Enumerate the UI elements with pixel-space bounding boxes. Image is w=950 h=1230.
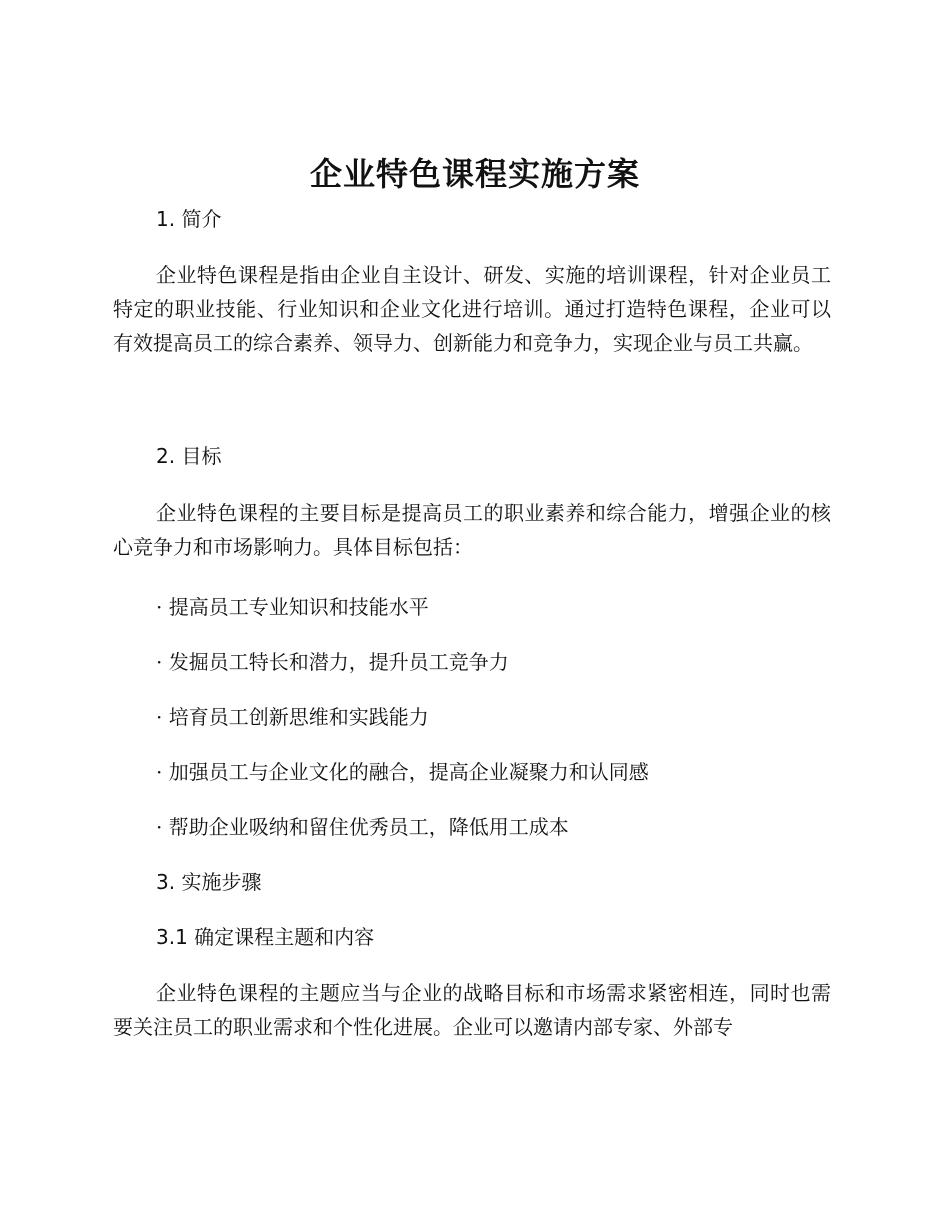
goal-bullet-item: · 发掘员工特长和潜力，提升员工竞争力 [156, 650, 509, 674]
paragraph-goal: 企业特色课程的主要目标是提高员工的职业素养和综合能力，增强企业的核心竞争力和市场影响力。具体目标包括： [113, 501, 831, 559]
paragraph-step1: 企业特色课程的主题应当与企业的战略目标和市场需求紧密相连，同时也需要关注员工的职业需求和个性化进展。企业可以邀请内部专家、外部专 [113, 981, 831, 1039]
goal-bullet-item: · 帮助企业吸纳和留住优秀员工，降低用工成本 [156, 815, 569, 839]
section-heading-intro: 1. 简介 [156, 207, 222, 231]
document-title: 企业特色课程实施方案 [309, 155, 640, 193]
subsection-heading-step1: 3.1 确定课程主题和内容 [156, 925, 375, 949]
goal-bullet-item: · 培育员工创新思维和实践能力 [156, 705, 429, 729]
goal-bullet-item: · 加强员工与企业文化的融合，提高企业凝聚力和认同感 [156, 760, 649, 784]
section-heading-steps: 3. 实施步骤 [156, 870, 262, 894]
goal-bullet-item: · 提高员工专业知识和技能水平 [156, 595, 429, 619]
section-heading-goal: 2. 目标 [156, 444, 222, 468]
paragraph-intro: 企业特色课程是指由企业自主设计、研发、实施的培训课程，针对企业员工特定的职业技能、行业知识和企业文化进行培训。通过打造特色课程，企业可以有效提高员工的综合素养、领导力、创新能力和竞争力，实现企业与员工共赢。 [113, 263, 831, 355]
